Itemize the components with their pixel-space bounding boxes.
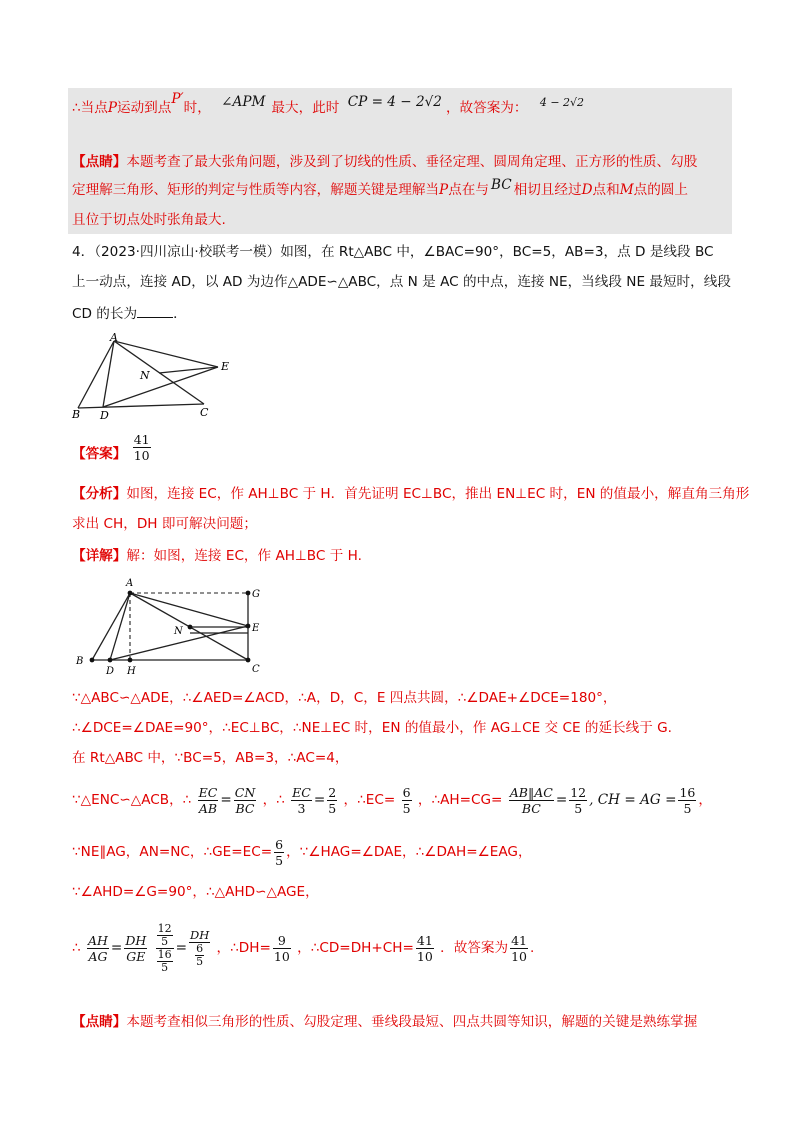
- solution-line-2: ∴∠DCE=∠DAE=90°，∴EC⊥BC，∴NE⊥EC 时，EN 的值最小，作 AG⊥CE 交 CE 的延长线于 G.: [72, 720, 672, 736]
- label-E: E: [221, 360, 230, 373]
- solution-line-6: ∵∠AHD=∠G=90°，∴△AHD∽△AGE，: [72, 884, 319, 900]
- label-D: D: [106, 666, 115, 677]
- solution-line-4: ∵△ENC∽△ACB，∴ $\frac{EC}{AB}$ = $\frac{CN}{BC}$ ，∴ $\frac{EC}{3}$ = $\frac{2}{5}$ ，∴EC= $\frac{6}{5}$ ，∴AH=CG= $\frac{AB‖AC}{BC}$ = $\frac{12}{5}$ , CH = AG = $\frac{16}{5}$ ，: [72, 784, 712, 816]
- label-N: N: [174, 626, 183, 637]
- label-C: C: [200, 406, 209, 419]
- dianjing-1-line-1: 【点睛】本题考查了最大张角问题，涉及到了切线的性质、垂径定理、圆周角定理、正方形的性质、勾股: [72, 154, 698, 170]
- label-D: D: [100, 409, 109, 422]
- problem-line-3: CD 的长为 ．: [72, 303, 187, 324]
- dianjing-1-line-2: 定理解三角形、矩形的判定与性质等内容，解题关键是理解当P点在与 BC 相切且经过D点和M点的圆上: [72, 177, 688, 198]
- solution-line-3: 在 Rt△ABC 中，∵BC=5，AB=3，∴AC=4，: [72, 750, 349, 766]
- label-N: N: [140, 369, 150, 382]
- segment-BC: [78, 404, 204, 408]
- answer-blank: [137, 303, 173, 318]
- label-H: H: [127, 666, 136, 677]
- solution-line-7: ∴ $\frac{AH}{AG}$ = $\frac{DH}{GE}$ $\frac{\frac{12}{5}}{\frac{16}{5}}$ = $\frac{DH}{\frac{6}{5}}$ ，∴DH= $\frac{9}{10}$ ，∴CD=DH+CH= $\frac{41}{10}$ ．故答案为 $\frac{41}{10}$ .: [72, 921, 535, 974]
- segment-AE: [130, 593, 248, 626]
- label-B: B: [76, 656, 84, 667]
- segment-AE: [114, 341, 218, 367]
- solution-line-5: ∵NE∥AG，AN=NC，∴GE=EC= $\frac{6}{5}$ ，∵∠HAG=∠DAE，∴∠DAH=∠EAG，: [72, 836, 532, 868]
- detail-line: 【详解】解：如图，连接 EC，作 AH⊥BC 于 H.: [72, 548, 362, 564]
- problem-line-2: 上一动点，连接 AD，以 AD 为边作△ADE∽△ABC，点 N 是 AC 的中点，连接 NE，当线段 NE 最短时，线段: [72, 274, 731, 290]
- label-G: G: [252, 589, 260, 600]
- solution-line-1: ∵△ABC∽△ADE，∴∠AED=∠ACD，∴A，D，C，E 四点共圆，∴∠DAE+∠DCE=180°，: [72, 690, 617, 706]
- conclusion-line: ∴当点P运动到点P′时， ∠APM 最大，此时 CP = 4 − 2√2 ，故答案为： $^{4 - 2√2}$: [72, 91, 585, 116]
- segment-AD: [110, 593, 130, 660]
- label-E: E: [252, 623, 260, 634]
- problem-figure: [70, 330, 236, 422]
- analysis-line-1: 【分析】如图，连接 EC，作 AH⊥BC 于 H．首先证明 EC⊥BC，推出 EN⊥EC 时，EN 的值最小，解直角三角形: [72, 486, 750, 502]
- dianjing-2-line: 【点睛】本题考查相似三角形的性质、勾股定理、垂线段最短、四点共圆等知识，解题的关键是熟练掌握: [72, 1014, 698, 1030]
- dianjing-1-line-3: 且位于切点处时张角最大.: [72, 212, 226, 228]
- label-A: A: [110, 331, 118, 344]
- label-C: C: [252, 664, 260, 675]
- segment-AB: [92, 593, 130, 660]
- answer-line: 【答案】 $\frac{41}{10}$: [72, 432, 150, 463]
- label-A: A: [126, 578, 134, 589]
- problem-line-1: 4．（2023·四川凉山·校联考一模）如图，在 Rt△ABC 中，∠BAC=90°，BC=5，AB=3，点 D 是线段 BC: [72, 244, 714, 260]
- analysis-line-2: 求出 CH，DH 即可解决问题；: [72, 516, 257, 532]
- solution-figure: [70, 574, 266, 678]
- label-B: B: [72, 408, 81, 421]
